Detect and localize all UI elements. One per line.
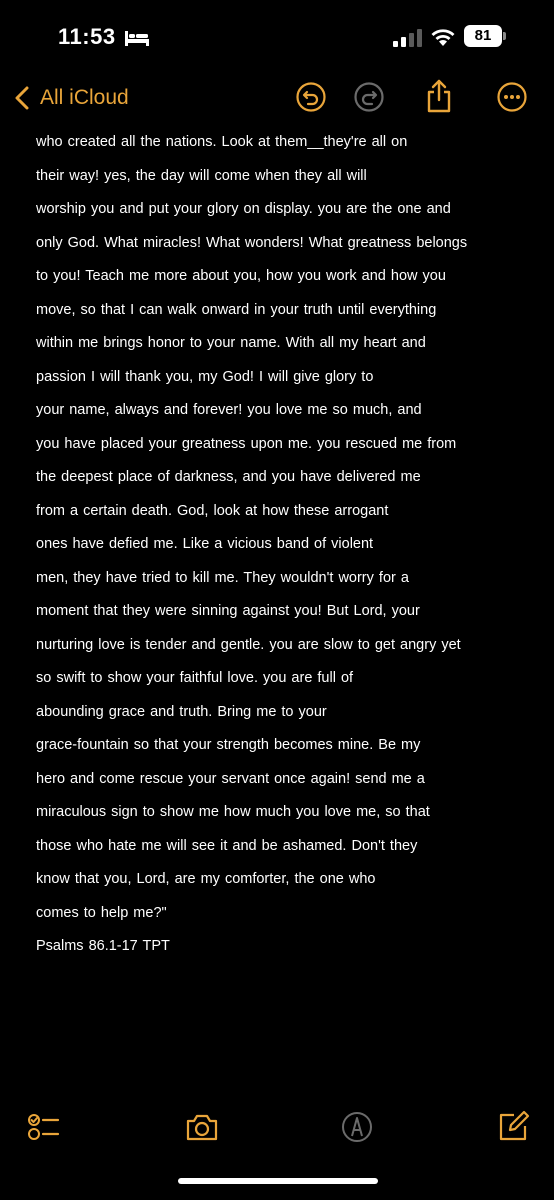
note-line: so swift to show your faithful love. you are full of — [36, 670, 354, 686]
bed-icon — [124, 28, 150, 48]
status-bar — [0, 0, 554, 78]
note-line: those who hate me will see it and be ashamed. Don't they — [36, 837, 418, 854]
checklist-icon[interactable] — [26, 1110, 60, 1144]
wifi-icon — [430, 26, 456, 48]
share-icon[interactable] — [423, 78, 455, 114]
home-indicator[interactable] — [178, 1178, 378, 1184]
battery-icon: 81 — [464, 25, 502, 47]
note-line: you have placed your greatness upon me. you rescued me from — [36, 435, 457, 452]
note-line: know that you, Lord, are my comforter, the one who — [36, 871, 376, 887]
note-line: ones have defied me. Like a vicious band of violent — [36, 536, 374, 552]
back-label: All iCloud — [40, 86, 129, 109]
markup-pen-icon[interactable] — [340, 1110, 374, 1144]
note-line: who created all the nations. Look at them__they're all on — [36, 134, 408, 150]
back-button[interactable] — [14, 78, 129, 118]
note-reference: Psalms 86.1-17 TPT — [36, 938, 170, 954]
note-line: grace-fountain so that your strength becomes mine. Be my — [36, 737, 421, 753]
note-line: your name, always and forever! you love me so much, and — [36, 402, 422, 418]
status-time: 11:53 — [58, 24, 116, 49]
note-line: comes to help me?" — [36, 904, 167, 921]
note-line: the deepest place of darkness, and you have delivered me — [36, 469, 421, 485]
nav-bar — [0, 78, 554, 122]
note-line: moment that they were sinning against you! But Lord, your — [36, 603, 420, 619]
note-text-area[interactable] — [36, 126, 526, 956]
note-line: miraculous sign to show me how much you love me, so that — [36, 804, 430, 820]
redo-icon[interactable] — [353, 81, 385, 113]
note-line: hero and come rescue your servant once again! send me a — [36, 770, 425, 787]
undo-icon[interactable] — [295, 81, 327, 113]
note-line: nurturing love is tender and gentle. you are slow to get angry yet — [36, 636, 461, 653]
chevron-left-icon — [14, 86, 30, 110]
battery-tip — [503, 32, 506, 40]
note-line: their way! yes, the day will come when they all will — [36, 167, 367, 184]
compose-icon[interactable] — [496, 1110, 530, 1144]
note-line: worship you and put your glory on display. you are the one and — [36, 201, 451, 217]
note-line: passion I will thank you, my God! I will give glory to — [36, 368, 374, 385]
camera-icon[interactable] — [185, 1110, 219, 1144]
note-line: within me brings honor to your name. With all my heart and — [36, 335, 426, 351]
more-icon[interactable] — [496, 81, 528, 113]
note-line: only God. What miracles! What wonders! What greatness belongs — [36, 234, 468, 251]
bottom-toolbar — [0, 1100, 554, 1160]
note-line: to you! Teach me more about you, how you work and how you — [36, 268, 446, 284]
note-line: from a certain death. God, look at how these arrogant — [36, 502, 389, 519]
note-line: move, so that I can walk onward in your truth until everything — [36, 301, 437, 318]
note-line: men, they have tried to kill me. They wouldn't worry for a — [36, 569, 409, 586]
note-line: abounding grace and truth. Bring me to your — [36, 703, 327, 720]
cellular-signal-icon — [392, 28, 422, 48]
